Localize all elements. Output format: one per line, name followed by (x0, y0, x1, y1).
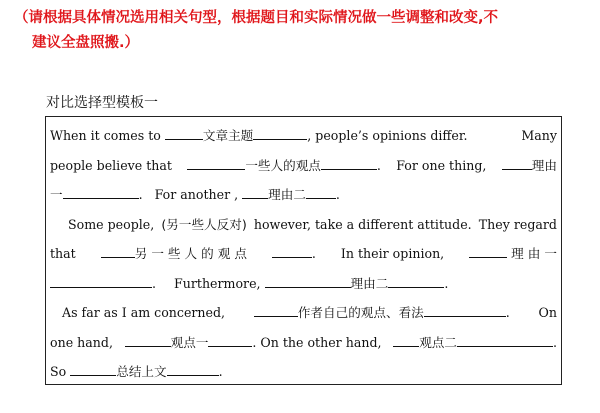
blank[interactable] (502, 155, 532, 170)
blank[interactable] (125, 332, 171, 347)
blank[interactable] (242, 184, 268, 199)
notice-line-1: （请根据具体情况选用相关句型，根据题目和实际情况做一些调整和改变,不 (14, 10, 499, 26)
template-line-9: So 总结上文 . (50, 357, 557, 387)
instruction-notice (14, 6, 589, 56)
blank[interactable] (165, 125, 203, 140)
notice-line-2: 建议全盘照搬.） (32, 35, 140, 51)
blank[interactable] (272, 243, 312, 258)
blank[interactable] (321, 155, 377, 170)
blank[interactable] (101, 243, 135, 258)
blank[interactable] (70, 361, 116, 376)
blank[interactable] (208, 332, 252, 347)
blank[interactable] (393, 332, 419, 347)
template-line-7: As far as I am concerned, 作者自己的观点、看法 . On (50, 298, 557, 328)
blank[interactable] (388, 273, 444, 288)
template-line-1: When it comes to 文章主题 , people’s opinions differ. Many (50, 121, 557, 151)
blank[interactable] (457, 332, 553, 347)
blank[interactable] (167, 361, 219, 376)
blank[interactable] (265, 273, 351, 288)
template-line-3: 一 . For another , 理由二 . (50, 180, 557, 210)
blank[interactable] (253, 125, 307, 140)
template-line-4: Some people, (另一些人反对) however, take a different attitude. They regard (68, 216, 557, 232)
template-line-2: people believe that 一些人的观点 . For one thing, 理由 (50, 151, 557, 181)
template-line-8: one hand, 观点一 . On the other hand, 观点二 . (50, 328, 557, 358)
blank[interactable] (469, 243, 507, 258)
blank[interactable] (254, 302, 298, 317)
template-box (45, 116, 562, 385)
blank[interactable] (306, 184, 336, 199)
section-title: 对比选择型模板一 (46, 95, 158, 111)
blank[interactable] (50, 273, 152, 288)
blank[interactable] (63, 184, 139, 199)
template-line-5: that 另 一 些 人 的 观 点 . In their opinion, 理 由 一 (50, 239, 557, 269)
blank[interactable] (187, 155, 245, 170)
template-line-6: . Furthermore, 理由二 . (50, 269, 557, 299)
blank[interactable] (424, 302, 506, 317)
